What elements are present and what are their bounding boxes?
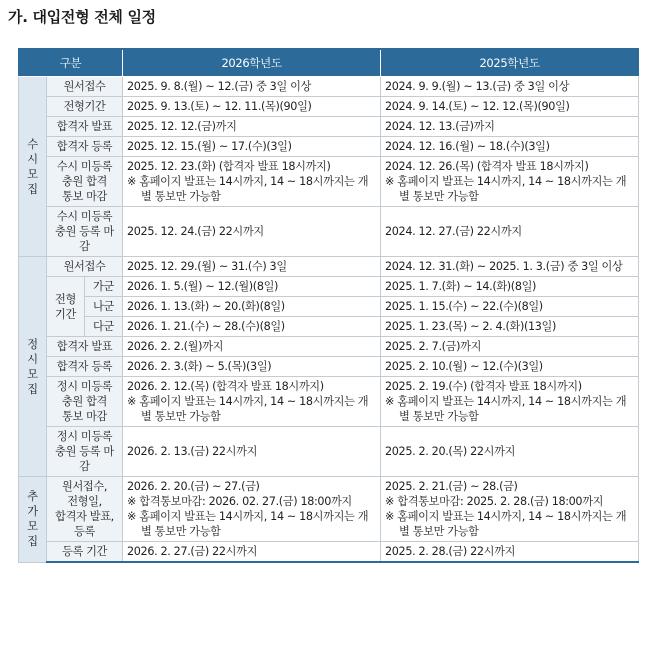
value-2025 [381, 207, 639, 257]
schedule-table [18, 48, 639, 563]
table-row [19, 477, 639, 542]
value-2025 [381, 377, 639, 427]
group-susi: 수시 모집 [19, 77, 47, 257]
value-2025 [381, 317, 639, 337]
value-2025 [381, 117, 639, 137]
note-text: ※ 홈페이지 발표는 14시까지, 14 ~ 18시까지는 개별 통보만 가능함 [385, 510, 627, 538]
note-text: ※ 홈페이지 발표는 14시까지, 14 ~ 18시까지는 개별 통보만 가능함 [385, 395, 627, 423]
date-text: 2026. 2. 20.(금) ~ 27.(금) [127, 480, 260, 493]
group-chuga: 추가 모집 [19, 477, 47, 563]
value-2025 [381, 542, 639, 563]
value-2026 [123, 157, 381, 207]
table-row [19, 157, 639, 207]
date-text: 2024. 12. 16.(월) ~ 18.(수)(3일) [385, 140, 550, 153]
value-2025 [381, 297, 639, 317]
value-2026 [123, 257, 381, 277]
table-row [19, 427, 639, 477]
value-2025 [381, 257, 639, 277]
row-label: 전형기간 [47, 97, 123, 117]
date-text: 2025. 9. 8.(월) ~ 12.(금) 중 3일 이상 [127, 80, 312, 93]
period-label: 전형 기간 [47, 277, 85, 337]
date-text: 2026. 1. 13.(화) ~ 20.(화)(8일) [127, 300, 285, 313]
date-text: 2025. 12. 24.(금) 22시까지 [127, 225, 264, 238]
date-text: 2024. 12. 31.(화) ~ 2025. 1. 3.(금) 중 3일 이상 [385, 260, 623, 273]
value-2026 [123, 97, 381, 117]
table-row [19, 542, 639, 563]
row-label: 수시 미등록 충원 등록 마감 [47, 207, 123, 257]
row-label: 수시 미등록 충원 합격 통보 마감 [47, 157, 123, 207]
date-text: 2025. 12. 29.(월) ~ 31.(수) 3일 [127, 260, 287, 273]
row-label: 정시 미등록 충원 합격 통보 마감 [47, 377, 123, 427]
table-row [19, 77, 639, 97]
value-2026 [123, 77, 381, 97]
date-text: 2025. 2. 28.(금) 22시까지 [385, 545, 516, 558]
row-label: 등록 기간 [47, 542, 123, 563]
note-text: ※ 합격통보마감: 2025. 2. 28.(금) 18:00까지 [385, 495, 604, 508]
row-label: 정시 미등록 충원 등록 마감 [47, 427, 123, 477]
value-2026 [123, 427, 381, 477]
value-2025 [381, 97, 639, 117]
date-text: 2026. 1. 5.(월) ~ 12.(월)(8일) [127, 280, 279, 293]
note-text: ※ 홈페이지 발표는 14시까지, 14 ~ 18시까지는 개별 통보만 가능함 [127, 175, 369, 203]
table-row [19, 357, 639, 377]
value-2025 [381, 477, 639, 542]
table-row [19, 137, 639, 157]
date-text: 2024. 12. 26.(목) (합격자 발표 18시까지) [385, 160, 589, 173]
date-text: 2024. 12. 27.(금) 22시까지 [385, 225, 522, 238]
date-text: 2025. 2. 7.(금)까지 [385, 340, 482, 353]
date-text: 2025. 9. 13.(토) ~ 12. 11.(목)(90일) [127, 100, 312, 113]
value-2026 [123, 542, 381, 563]
date-text: 2025. 2. 19.(수) (합격자 발표 18시까지) [385, 380, 582, 393]
date-text: 2026. 2. 12.(목) (합격자 발표 18시까지) [127, 380, 324, 393]
value-2025 [381, 77, 639, 97]
note-text: ※ 합격통보마감: 2026. 02. 27.(금) 18:00까지 [127, 495, 352, 508]
date-text: 2026. 1. 21.(수) ~ 28.(수)(8일) [127, 320, 285, 333]
row-label: 합격자 등록 [47, 137, 123, 157]
note-text: ※ 홈페이지 발표는 14시까지, 14 ~ 18시까지는 개별 통보만 가능함 [127, 510, 369, 538]
header-2025: 2025학년도 [381, 49, 639, 77]
date-text: 2025. 12. 23.(화) (합격자 발표 18시까지) [127, 160, 331, 173]
table-row [19, 207, 639, 257]
value-2025 [381, 137, 639, 157]
value-2026 [123, 377, 381, 427]
date-text: 2025. 2. 20.(목) 22시까지 [385, 445, 516, 458]
note-text: ※ 홈페이지 발표는 14시까지, 14 ~ 18시까지는 개별 통보만 가능함 [127, 395, 369, 423]
table-row [19, 97, 639, 117]
row-label: 원서접수 [47, 77, 123, 97]
row-label: 합격자 발표 [47, 117, 123, 137]
table-row [19, 277, 639, 297]
value-2025 [381, 357, 639, 377]
value-2026 [123, 297, 381, 317]
note-text: ※ 홈페이지 발표는 14시까지, 14 ~ 18시까지는 개별 통보만 가능함 [385, 175, 627, 203]
date-text: 2026. 2. 2.(월)까지 [127, 340, 224, 353]
date-text: 2026. 2. 3.(화) ~ 5.(목)(3일) [127, 360, 272, 373]
value-2026 [123, 337, 381, 357]
value-2025 [381, 277, 639, 297]
round-label: 나군 [85, 297, 123, 317]
date-text: 2026. 2. 13.(금) 22시까지 [127, 445, 258, 458]
round-label: 다군 [85, 317, 123, 337]
date-text: 2025. 1. 15.(수) ~ 22.(수)(8일) [385, 300, 543, 313]
date-text: 2025. 2. 10.(월) ~ 12.(수)(3일) [385, 360, 543, 373]
table-row [19, 257, 639, 277]
table-row [19, 297, 639, 317]
row-label: 합격자 등록 [47, 357, 123, 377]
date-text: 2025. 12. 15.(월) ~ 17.(수)(3일) [127, 140, 292, 153]
table-row [19, 337, 639, 357]
value-2026 [123, 207, 381, 257]
value-2025 [381, 427, 639, 477]
value-2026 [123, 357, 381, 377]
date-text: 2024. 9. 9.(월) ~ 13.(금) 중 3일 이상 [385, 80, 570, 93]
value-2026 [123, 277, 381, 297]
table-row [19, 317, 639, 337]
date-text: 2024. 9. 14.(토) ~ 12. 12.(목)(90일) [385, 100, 570, 113]
date-text: 2026. 2. 27.(금) 22시까지 [127, 545, 258, 558]
value-2026 [123, 137, 381, 157]
group-jeongsi: 정시 모집 [19, 257, 47, 477]
header-category: 구분 [19, 49, 123, 77]
table-header-row [19, 49, 639, 77]
date-text: 2025. 1. 23.(목) ~ 2. 4.(화)(13일) [385, 320, 557, 333]
page-title: 가. 대입전형 전체 일정 [8, 8, 156, 26]
value-2026 [123, 477, 381, 542]
row-label: 합격자 발표 [47, 337, 123, 357]
header-2026: 2026학년도 [123, 49, 381, 77]
date-text: 2025. 1. 7.(화) ~ 14.(화)(8일) [385, 280, 537, 293]
date-text: 2025. 12. 12.(금)까지 [127, 120, 237, 133]
date-text: 2024. 12. 13.(금)까지 [385, 120, 495, 133]
value-2026 [123, 317, 381, 337]
value-2026 [123, 117, 381, 137]
date-text: 2025. 2. 21.(금) ~ 28.(금) [385, 480, 518, 493]
row-label: 원서접수, 전형일, 합격자 발표, 등록 [47, 477, 123, 542]
value-2025 [381, 337, 639, 357]
value-2025 [381, 157, 639, 207]
table-row [19, 377, 639, 427]
row-label: 원서접수 [47, 257, 123, 277]
round-label: 가군 [85, 277, 123, 297]
table-row [19, 117, 639, 137]
